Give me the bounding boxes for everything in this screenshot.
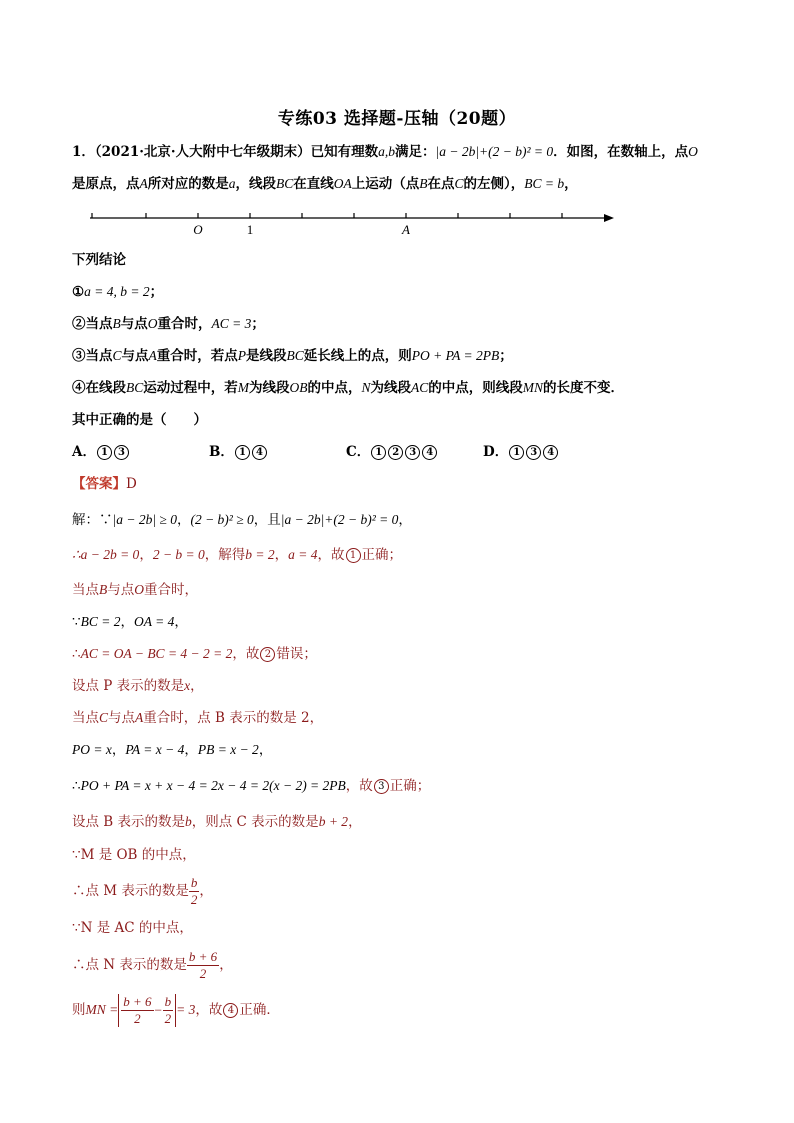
solution-text: ，	[111, 742, 126, 758]
circled-mark: 4	[543, 445, 558, 460]
solution-text: 重合时，	[144, 582, 198, 598]
math-expr: PO + PA = 2PB	[411, 348, 500, 363]
solution-text: ，	[199, 883, 213, 899]
stem-text: 所对应的数是	[147, 176, 229, 192]
stem-text: 的中点，	[307, 380, 362, 396]
math-P: P	[237, 348, 247, 363]
math-expr: b = 2	[245, 547, 275, 562]
math-expr: MN =	[85, 1002, 119, 1017]
solution-text: 解：∵	[72, 512, 113, 528]
math-BC: BC	[276, 176, 294, 191]
math-BC: BC	[126, 380, 144, 395]
math-expr: 2 − b = 0	[152, 547, 205, 562]
solution-text: ，故	[317, 547, 345, 563]
conclusion-1	[72, 282, 732, 302]
math-B: B	[419, 176, 428, 191]
fraction	[189, 875, 200, 908]
stem-text: 重合时，若点	[156, 348, 238, 364]
math-O: O	[147, 316, 158, 331]
question-line-2	[72, 174, 732, 194]
stem-text: ，线段	[235, 176, 276, 192]
math-expr: AC = OA − BC = 4 − 2 = 2	[80, 646, 233, 661]
solution-text: ，	[174, 614, 188, 630]
options-row	[72, 442, 732, 462]
solution-step-4	[72, 612, 732, 632]
solution-text: 正确．	[239, 1002, 280, 1018]
stem-text: 满足：	[395, 144, 436, 160]
solution-text: ，则点 C 表示的数是	[191, 814, 319, 830]
stem-text: 的左侧），	[463, 176, 525, 192]
option-label: D．	[483, 444, 509, 460]
solution-text: 与点	[108, 710, 136, 726]
fraction-denominator: 2	[199, 966, 207, 981]
solution-text: ，	[139, 547, 153, 563]
solution-text: ，	[120, 614, 134, 630]
solution-step-3	[72, 580, 732, 600]
solution-text: ，且	[253, 512, 281, 528]
stem-text: 已知有理数	[310, 144, 379, 160]
solution-text: ，	[176, 512, 191, 528]
math-A: A	[148, 348, 157, 363]
stem-text: 在点	[427, 176, 455, 192]
circled-mark: 2	[260, 647, 275, 662]
solution-text: ，解得	[204, 547, 246, 563]
math-C: C	[454, 176, 464, 191]
solution-text: ，	[348, 814, 362, 830]
solution-text: 当点	[72, 710, 99, 726]
solution-text: 与点	[107, 582, 135, 598]
math-expr: AC = 3	[211, 316, 252, 331]
circled-mark: 3	[374, 779, 389, 794]
math-N: N	[361, 380, 371, 395]
solution-text: 重合时，点 B 表示的数是 2，	[143, 710, 324, 726]
stem-text: 在直线	[293, 176, 334, 192]
stem-text: 的长度不变．	[543, 380, 625, 396]
solution-text: 正确；	[361, 547, 403, 563]
fraction-numerator: b	[164, 994, 172, 1009]
solution-text: ，故	[345, 778, 373, 794]
stem-text: ；	[149, 284, 164, 300]
solution-text: 正确；	[389, 778, 431, 794]
fraction-numerator: b	[190, 875, 198, 890]
fraction-denominator: 2	[134, 1011, 141, 1026]
math-MN: MN	[522, 380, 544, 395]
solution-step-13: ∵N 是 AC 的中点，	[72, 920, 193, 936]
math-C: C	[99, 710, 109, 725]
solution-text: 则	[72, 1002, 86, 1018]
solution-step-14	[72, 948, 732, 982]
math-expr: OA = 4	[133, 614, 175, 629]
circled-number: ①	[72, 284, 85, 300]
math-O: O	[688, 144, 698, 159]
answer-line	[72, 474, 732, 494]
conclusion-2	[72, 314, 732, 334]
solution-text: ，	[274, 547, 289, 563]
conclusion-3	[72, 346, 732, 366]
solution-text: ，故	[232, 646, 260, 662]
fraction-numerator: b + 6	[123, 994, 152, 1009]
math-operator: −	[153, 1002, 163, 1018]
solution-text: 设点 B 表示的数是	[72, 814, 186, 830]
math-ab: a,b	[378, 144, 396, 159]
math-expr: a = 4	[288, 547, 318, 562]
stem-text: 的中点，则线段	[428, 380, 523, 396]
stem-text: 为线段	[249, 380, 290, 396]
math-AC: AC	[411, 380, 429, 395]
math-expr: |a − 2b| ≥ 0	[112, 512, 177, 527]
circled-mark: 3	[114, 445, 129, 460]
circled-mark: 1	[346, 548, 361, 563]
math-expr: b + 2	[318, 814, 349, 829]
math-expr: ∴a − 2b = 0	[72, 547, 140, 562]
math-expr: BC = 2	[80, 614, 121, 629]
stem-text: ②当点	[72, 316, 113, 332]
solution-text: ∴点 N 表示的数是	[72, 957, 187, 973]
conclusion-4	[72, 378, 732, 398]
solution-step-11: ∵M 是 OB 的中点，	[72, 847, 196, 863]
solution-step-1	[72, 510, 732, 530]
math-bc: BC = b	[524, 176, 565, 191]
math-B: B	[112, 316, 121, 331]
stem-text: ，	[564, 176, 578, 192]
stem-text: 运动过程中，若	[143, 380, 238, 396]
stem-text: ③当点	[72, 348, 113, 364]
stem-text: 与点	[120, 316, 148, 332]
conclusions-title: 下列结论	[72, 252, 126, 268]
solution-text: ，故	[195, 1002, 223, 1018]
solution-step-10	[72, 812, 732, 832]
solution-text: 设点 P 表示的数是	[72, 678, 185, 694]
solution-text: ∴	[72, 778, 81, 794]
math-expr: PO + PA = x + x − 4 = 2x − 4 = 2(x − 2) = 2PB	[80, 778, 346, 793]
stem-text: 重合时，	[157, 316, 212, 332]
stem-text: 上运动（点	[351, 176, 420, 192]
fraction	[121, 994, 153, 1027]
math-condition: |a − 2b|+(2 − b)² = 0	[435, 144, 554, 159]
question-number: 1．	[72, 144, 95, 160]
option-label: B．	[209, 444, 234, 460]
math-expr: (2 − b)² ≥ 0	[190, 512, 254, 527]
circled-mark: 4	[252, 445, 267, 460]
solution-step-9	[72, 776, 732, 796]
label-1: 1	[246, 222, 254, 237]
solution-text: ，	[190, 678, 204, 694]
stem-text: ；	[251, 316, 265, 332]
circled-mark: 4	[422, 445, 437, 460]
circled-mark: 3	[405, 445, 420, 460]
math-A: A	[139, 176, 148, 191]
solution-step-2	[72, 545, 732, 565]
option-d	[483, 442, 620, 462]
fraction-numerator: b + 6	[188, 949, 218, 964]
option-b	[209, 442, 346, 462]
math-a: a	[228, 176, 236, 191]
solution-text: ∴点 M 表示的数是	[72, 883, 189, 899]
fraction-denominator: 2	[190, 892, 198, 907]
math-expr: |a − 2b|+(2 − b)² = 0	[280, 512, 399, 527]
solution-text: ∴	[72, 646, 81, 662]
label-O: O	[193, 222, 203, 237]
math-expr: PA = x − 4	[125, 742, 185, 757]
math-expr: PB = x − 2	[197, 742, 259, 757]
stem-text: 是线段	[246, 348, 287, 364]
math-C: C	[112, 348, 122, 363]
circled-mark: 3	[526, 445, 541, 460]
solution-text: 错误；	[276, 646, 317, 662]
stem-text: 延长线上的点，则	[303, 348, 412, 364]
option-a	[72, 442, 209, 462]
math-x: x	[184, 678, 191, 693]
stem-text: ④在线段	[72, 380, 126, 396]
question-ask: 其中正确的是（ ）	[72, 412, 207, 428]
stem-text: 为线段	[370, 380, 412, 396]
fraction	[163, 994, 174, 1027]
math-expr: = 3	[176, 1002, 196, 1017]
number-line-figure	[80, 204, 620, 238]
question-source: （2021·北京·人大附中七年级期末）	[94, 144, 311, 160]
math-OA: OA	[333, 176, 352, 191]
solution-step-5	[72, 644, 732, 664]
option-label: A．	[72, 444, 96, 460]
tick-marks	[92, 213, 562, 218]
circled-mark: 2	[388, 445, 403, 460]
solution-text: 当点	[72, 582, 99, 598]
circled-mark: 1	[97, 445, 112, 460]
solution-step-8	[72, 740, 732, 760]
math-expr: a = 4, b = 2	[84, 284, 150, 299]
math-b: b	[185, 814, 192, 829]
option-c	[346, 442, 483, 462]
page-title: 专练03 选择题-压轴（20题）	[277, 109, 517, 129]
answer-tag: 【答案】	[72, 476, 126, 492]
stem-text: 是原点，点	[72, 176, 140, 192]
solution-text: ，	[258, 742, 273, 758]
solution-step-15	[72, 992, 732, 1028]
math-B: B	[99, 582, 108, 597]
math-M: M	[237, 380, 250, 395]
math-A: A	[135, 710, 144, 725]
circled-mark: 1	[235, 445, 250, 460]
solution-text: ，	[184, 742, 198, 758]
math-expr: PO = x	[72, 742, 112, 757]
stem-text: ；	[499, 348, 513, 364]
solution-step-6	[72, 676, 732, 696]
label-A: A	[402, 222, 410, 237]
arrow-right-icon	[604, 214, 614, 222]
fraction	[187, 949, 219, 982]
solution-step-7	[72, 708, 732, 728]
math-O: O	[134, 582, 144, 597]
solution-text: ，	[219, 957, 233, 973]
circled-mark: 4	[223, 1003, 238, 1018]
option-label: C．	[346, 444, 371, 460]
circled-mark: 1	[371, 445, 386, 460]
math-BC: BC	[286, 348, 304, 363]
absolute-value	[118, 994, 176, 1027]
circled-mark: 1	[509, 445, 524, 460]
math-OB: OB	[289, 380, 308, 395]
solution-text: ，	[398, 512, 412, 528]
question-line-1	[72, 142, 732, 162]
answer-value: D	[126, 476, 137, 492]
fraction-denominator: 2	[164, 1011, 172, 1026]
solution-text: ∵	[72, 614, 81, 630]
solution-step-12	[72, 874, 732, 908]
stem-text: 与点	[121, 348, 149, 364]
stem-text: ．如图，在数轴上，点	[553, 144, 689, 160]
